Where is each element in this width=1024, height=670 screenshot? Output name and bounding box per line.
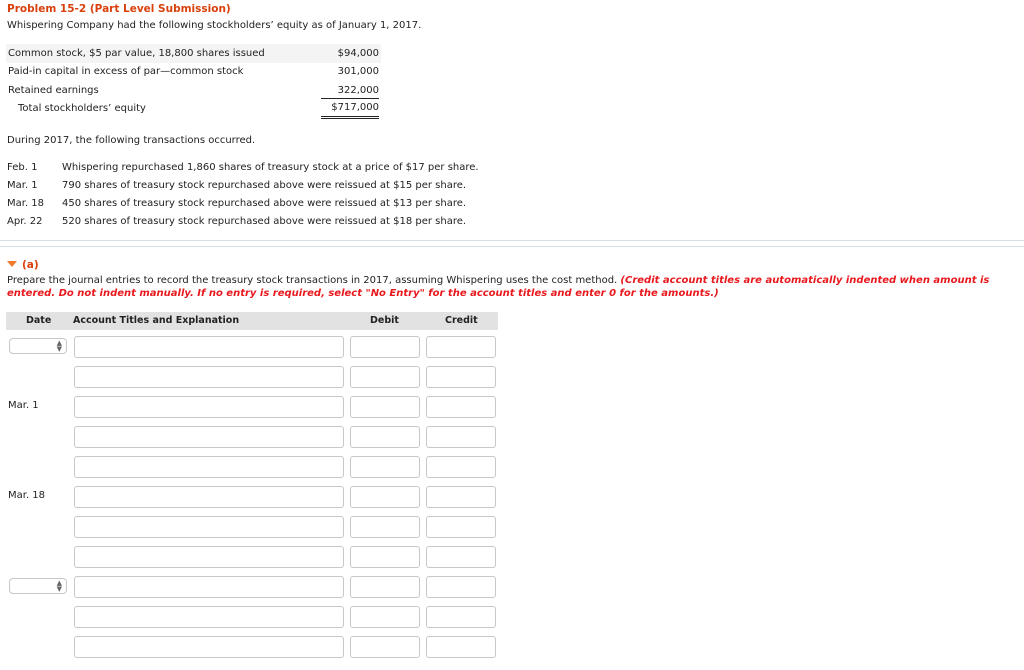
instruction-note: entered. Do not indent manually. If no entry is required, select "No Entry" for the account titles and enter 0 for the amounts.) [7,288,719,299]
date-select[interactable] [9,578,67,594]
equity-row: Paid-in capital in excess of par—common stock 301,000 [8,66,379,78]
debit-input[interactable] [350,546,420,568]
account-title-input[interactable] [74,396,344,418]
credit-input[interactable] [426,516,496,538]
account-title-input[interactable] [74,576,344,598]
account-title-input[interactable] [74,546,344,568]
account-title-input[interactable] [74,336,344,358]
debit-input[interactable] [350,636,420,658]
credit-input[interactable] [426,336,496,358]
credit-input[interactable] [426,606,496,628]
transaction-row: Mar. 1 790 shares of treasury stock repurchased above were reissued at $15 per share. [7,180,467,191]
credit-input[interactable] [426,486,496,508]
updown-arrow-icon: ▲ ▼ [56,339,62,353]
date-label: Mar. 1 [8,400,39,411]
debit-input[interactable] [350,486,420,508]
instruction-text: Prepare the journal entries to record the treasury stock transactions in 2017, assuming Whispering uses the cost method. (Credit account titles are automatically indented when amount is [7,275,990,286]
debit-input[interactable] [350,366,420,388]
equity-row: Common stock, $5 par value, 18,800 shares issued $94,000 [6,44,381,63]
account-title-input[interactable] [74,366,344,388]
problem-title: Problem 15-2 (Part Level Submission) [7,3,231,15]
credit-input[interactable] [426,396,496,418]
debit-input[interactable] [350,576,420,598]
equity-row: Retained earnings 322,000 [8,84,379,96]
date-select[interactable] [9,338,67,354]
account-title-input[interactable] [74,606,344,628]
credit-input[interactable] [426,426,496,448]
equity-total-row: Total stockholders’ equity $717,000 [6,100,381,119]
credit-input[interactable] [426,456,496,478]
credit-input[interactable] [426,366,496,388]
date-label: Mar. 18 [8,490,46,501]
account-title-input[interactable] [74,456,344,478]
debit-input[interactable] [350,336,420,358]
account-title-input[interactable] [74,636,344,658]
transaction-row: Feb. 1 Whispering repurchased 1,860 shares of treasury stock at a price of $17 per share. [7,162,479,173]
equity-table [6,44,381,118]
debit-input[interactable] [350,516,420,538]
account-title-input[interactable] [74,426,344,448]
transaction-row: Apr. 22 520 shares of treasury stock repurchased above were reissued at $18 per share. [7,216,467,227]
account-title-input[interactable] [74,486,344,508]
updown-arrow-icon: ▲ ▼ [56,579,62,593]
account-title-input[interactable] [74,516,344,538]
intro-text: Whispering Company had the following stockholders’ equity as of January 1, 2017. [7,20,422,31]
journal-header: Date Account Titles and Explanation Debit Credit [6,312,498,330]
caret-down-icon [7,261,17,267]
during-text: During 2017, the following transactions occurred. [7,135,256,146]
transaction-row: Mar. 18 450 shares of treasury stock repurchased above were reissued at $13 per share. [7,198,467,209]
debit-input[interactable] [350,456,420,478]
credit-input[interactable] [426,576,496,598]
credit-input[interactable] [426,546,496,568]
debit-input[interactable] [350,606,420,628]
credit-input[interactable] [426,636,496,658]
section-divider [0,240,1024,247]
part-a-toggle[interactable]: (a) [7,259,39,271]
debit-input[interactable] [350,396,420,418]
debit-input[interactable] [350,426,420,448]
